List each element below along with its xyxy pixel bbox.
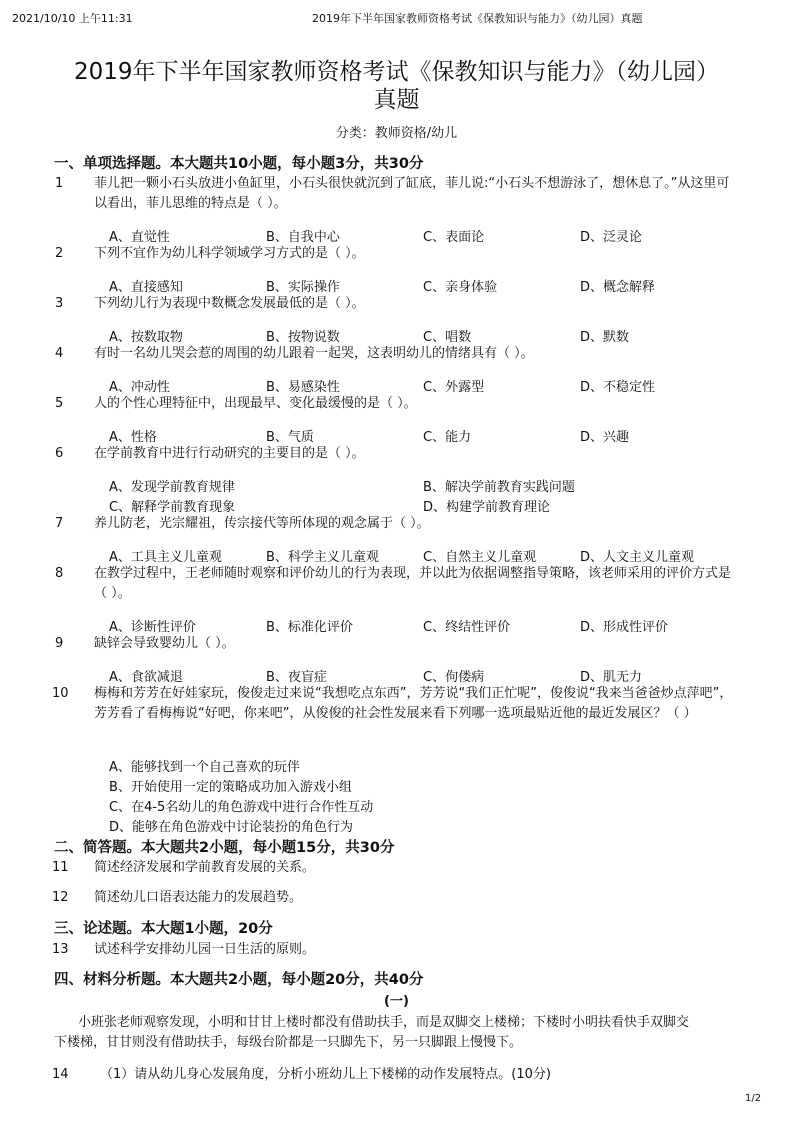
question-text: （1）请从幼儿身心发展角度，分析小班幼儿上下楼梯的动作发展特点。(10分) <box>100 1067 551 1082</box>
section-heading-2: 二、简答题。本大题共2小题，每小题15分，共30分 <box>54 840 395 856</box>
option-c: C、能力 <box>423 430 472 445</box>
document-title-line1: 2019年下半年国家教师资格考试《保教知识与能力》（幼儿园） <box>73 59 720 85</box>
option-b: B、易感染性 <box>266 380 340 395</box>
question-text: 简述经济发展和学前教育发展的关系。 <box>94 860 316 875</box>
question-number: 11 <box>52 860 69 875</box>
question-number: 5 <box>55 396 64 411</box>
question-number: 13 <box>52 942 69 957</box>
option-d: D、形成性评价 <box>580 620 669 635</box>
question-text: 有时一名幼儿哭会惹的周围的幼儿跟着一起哭，这表明幼儿的情绪具有（ ）。 <box>94 346 534 361</box>
option-a: A、工具主义儿童观 <box>109 550 222 565</box>
option-d: D、默数 <box>580 330 630 345</box>
option-b: B、实际操作 <box>266 280 340 295</box>
material-paragraph-line1: 小班张老师观察发现，小明和甘甘上楼时都没有借助扶手，而是双脚交上楼梯；下楼时小明扶看快手双脚交 <box>78 1015 690 1030</box>
question-text: 在教学过程中，王老师随时观察和评价幼儿的行为表现，并以此为依据调整指导策略，该老师采用的评价方式是（ ）。 <box>94 566 732 601</box>
material-paragraph-line2: 下楼梯，甘甘则没有借助扶手，每级台阶都是一只脚先下，另一只脚跟上慢慢下。 <box>54 1035 523 1050</box>
option-d: D、构建学前教育理论 <box>423 500 551 515</box>
option-a: A、食欲减退 <box>109 670 183 685</box>
option-b: B、按物说数 <box>266 330 340 345</box>
option-a: A、直觉性 <box>109 230 170 245</box>
section-heading-3: 三、论述题。本大题1小题，20分 <box>54 921 273 937</box>
option-c: C、佝偻病 <box>423 670 485 685</box>
question-number: 4 <box>55 346 64 361</box>
option-d: D、泛灵论 <box>580 230 643 245</box>
option-c: C、外露型 <box>423 380 485 395</box>
question-number: 1 <box>55 176 64 191</box>
option-a: A、冲动性 <box>109 380 170 395</box>
question-text: 在学前教育中进行行动研究的主要目的是（ ）。 <box>94 446 365 461</box>
question-text: 梅梅和芳芳在好娃家玩，俊俊走过来说“我想吃点东西”，芳芳说“我们正忙呢”，俊俊说“我来当爸爸炒点萍吧”，芳芳看了看梅梅说“好吧，你来吧”，从俊俊的社会性发展来看下列哪一选项最贴近他的最近发展区？（ ） <box>94 686 733 721</box>
option-c: C、自然主义儿童观 <box>423 550 537 565</box>
option-c: C、解释学前教育现象 <box>109 500 236 515</box>
option-d: D、肌无力 <box>580 670 643 685</box>
question-number: 12 <box>52 890 69 905</box>
question-text: 缺锌会导致婴幼儿（ ）。 <box>94 636 235 651</box>
option-b: B、夜盲症 <box>266 670 327 685</box>
option-b: B、气质 <box>266 430 314 445</box>
question-text: 菲儿把一颗小石头放进小鱼缸里，小石头很快就沉到了缸底，菲儿说:“小石头不想游泳了，想休息了。”从这里可以看出，菲儿思维的特点是（ ）。 <box>94 176 730 211</box>
question-number: 9 <box>55 636 64 651</box>
option-a: A、能够找到一个自己喜欢的玩伴 <box>109 760 300 775</box>
option-d: D、不稳定性 <box>580 380 656 395</box>
question-text: 下列不宜作为幼儿科学领域学习方式的是（ ）。 <box>94 246 365 261</box>
print-header <box>0 10 793 26</box>
option-a: A、发现学前教育规律 <box>109 480 235 495</box>
option-a: A、按数取物 <box>109 330 183 345</box>
question-number: 3 <box>55 296 64 311</box>
question-number: 10 <box>52 686 69 701</box>
option-c: C、在4-5名幼儿的角色游戏中进行合作性互动 <box>109 800 374 815</box>
material-heading: (一) <box>384 994 409 1009</box>
print-page-title: 2019年下半年国家教师资格考试《保教知识与能力》（幼儿园）真题 <box>312 12 643 25</box>
question-text: 简述幼儿口语表达能力的发展趋势。 <box>94 890 303 905</box>
question-number: 2 <box>55 246 64 261</box>
option-a: A、性格 <box>109 430 157 445</box>
question-number: 6 <box>55 446 64 461</box>
option-c: C、唱数 <box>423 330 472 345</box>
question-number: 14 <box>52 1067 69 1082</box>
option-d: D、兴趣 <box>580 430 630 445</box>
option-d: D、概念解释 <box>580 280 656 295</box>
option-d: D、能够在角色游戏中讨论装扮的角色行为 <box>109 820 354 835</box>
document-title-line2: 真题 <box>373 87 420 113</box>
print-timestamp: 2021/10/10 上午11:31 <box>12 12 133 25</box>
question-text: 试述科学安排幼儿园一日生活的原则。 <box>94 942 316 957</box>
option-b: B、科学主义儿童观 <box>266 550 379 565</box>
option-b: B、标准化评价 <box>266 620 353 635</box>
option-a: A、诊断性评价 <box>109 620 196 635</box>
question-number: 8 <box>55 566 64 581</box>
option-c: C、亲身体验 <box>423 280 498 295</box>
category-label: 分类：教师资格/幼儿 <box>335 126 458 141</box>
section-heading-1: 一、单项选择题。本大题共10小题，每小题3分，共30分 <box>54 156 424 172</box>
question-text: 人的个性心理特征中，出现最早、变化最缓慢的是（ ）。 <box>94 396 417 411</box>
document-title <box>0 58 793 114</box>
question-number: 7 <box>55 516 64 531</box>
section-heading-4: 四、材料分析题。本大题共2小题，每小题20分，共40分 <box>54 972 424 988</box>
option-a: A、直接感知 <box>109 280 183 295</box>
option-b: B、解决学前教育实践问题 <box>423 480 575 495</box>
question-text: 下列幼儿行为表现中数概念发展最低的是（ ）。 <box>94 296 365 311</box>
question-text: 养儿防老，光宗耀祖，传宗接代等所体现的观念属于（ ）。 <box>94 516 430 531</box>
option-b: B、开始使用一定的策略成功加入游戏小组 <box>109 780 352 795</box>
option-d: D、人文主义儿童观 <box>580 550 695 565</box>
option-c: C、表面论 <box>423 230 485 245</box>
option-b: B、自我中心 <box>266 230 340 245</box>
option-c: C、终结性评价 <box>423 620 511 635</box>
page-number: 1/2 <box>745 1093 762 1104</box>
